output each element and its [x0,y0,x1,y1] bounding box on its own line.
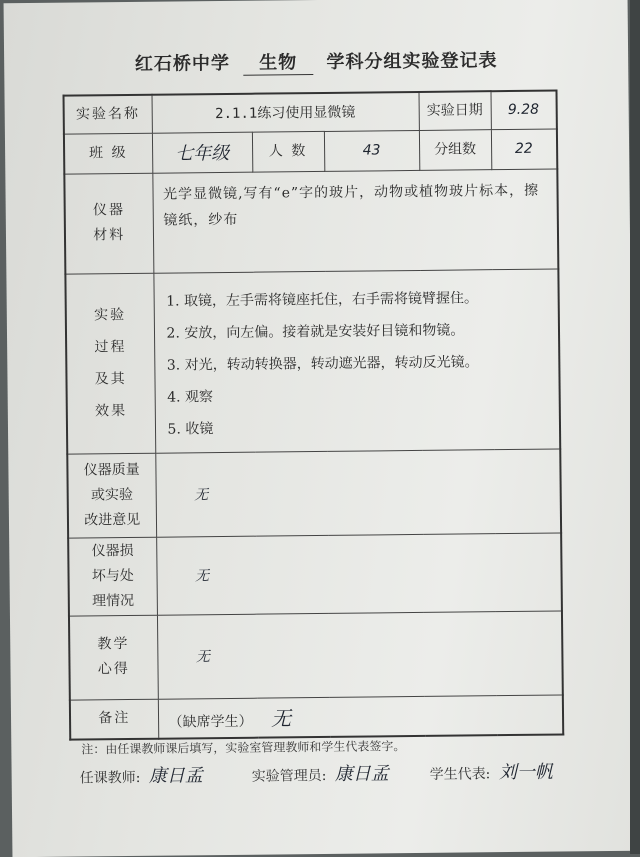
teaching-value: 无 [157,610,563,698]
process-label [65,273,155,454]
teaching-label-line1: 教学 [97,636,130,653]
student-count-value: 43 [324,130,419,171]
student-rep-signature: 刘一帆 [498,761,553,784]
damage-label-line2: 坏与处 [91,567,134,584]
paper-sheet [4,0,637,857]
group-count-label: 分组数 [419,129,491,170]
process-label-line1: 实验 [93,307,127,324]
materials-text: 光学显微镜,写有“e”字的玻片，动物或植物玻片标本，擦镜纸，纱布 [152,169,558,273]
row-teaching [69,610,563,699]
student-rep-label: 学生代表: [429,766,491,783]
damage-value: 无 [156,532,562,614]
class-value: 七年级 [152,132,252,173]
damage-label [68,537,157,616]
student-rep-signature-block [429,758,552,785]
damage-label-line3: 理情况 [91,592,135,609]
lab-admin-signature-block [251,759,388,786]
teaching-label [69,615,158,700]
process-steps-list [154,269,559,445]
teacher-signature: 康日孟 [148,765,203,787]
group-count-value: 22 [491,129,557,170]
row-quality [67,448,561,537]
school-name: 红石桥中学 [134,52,231,75]
quality-label [67,453,156,538]
row-materials [64,169,558,274]
teaching-label-line2: 心得 [97,661,130,678]
process-step: 5. 收镜 [167,420,214,438]
quality-label-line3: 改进意见 [84,511,141,528]
experiment-date-value: 9.28 [491,91,557,130]
remarks-value: 无 [270,706,292,731]
row-damage [68,532,562,615]
class-label: 班 级 [64,133,152,174]
process-label-line2: 过程 [94,339,127,356]
process-label-line3: 及其 [94,371,127,388]
materials-label [64,173,153,274]
form-title [4,45,628,79]
experiment-name-label: 实验名称 [64,95,152,134]
absent-students-label: （缺席学生） [168,713,253,731]
form-title-text: 学科分组实验登记表 [326,50,498,73]
teacher-label: 任课教师: [79,769,141,787]
subject-name: 生物 [243,48,313,76]
process-step: 4. 观察 [167,388,214,406]
process-steps-cell [153,268,560,452]
process-step: 3. 对光，转动转换器，转动遮光器，转动反光镜。 [166,353,479,374]
experiment-name-value: 2.1.1练习使用显微镜 [152,92,419,133]
row-class-info [64,129,557,174]
process-step: 1. 取镜，左手需将镜座托住，右手需将镜臂握住。 [166,289,479,310]
process-step: 2. 安放，向左偏。接着就是安装好目镜和物镜。 [166,321,465,342]
quality-label-line1: 仪器质量 [83,461,140,478]
background-edge [630,0,640,854]
teacher-signature-block [80,761,203,788]
damage-label-line1: 仪器损 [91,542,134,559]
footer-note: 注：由任课教师课后填写，实验室管理教师和学生代表签字。 [81,739,406,757]
remarks-cell [158,694,563,738]
materials-label-line1: 仪器 [92,202,126,219]
row-remarks [70,694,563,739]
materials-label-line2: 材料 [93,227,126,244]
lab-admin-label: 实验管理员: [251,767,327,785]
experiment-date-label: 实验日期 [419,91,491,130]
row-process [65,268,560,453]
student-count-label: 人 数 [252,131,324,172]
row-experiment-name [64,91,557,134]
experiment-log-table [63,89,565,740]
lab-admin-signature: 康日孟 [334,763,389,785]
process-label-line4: 效果 [94,403,128,420]
quality-label-line2: 或实验 [90,486,134,503]
quality-value: 无 [155,448,561,536]
remarks-label: 备注 [70,699,158,740]
